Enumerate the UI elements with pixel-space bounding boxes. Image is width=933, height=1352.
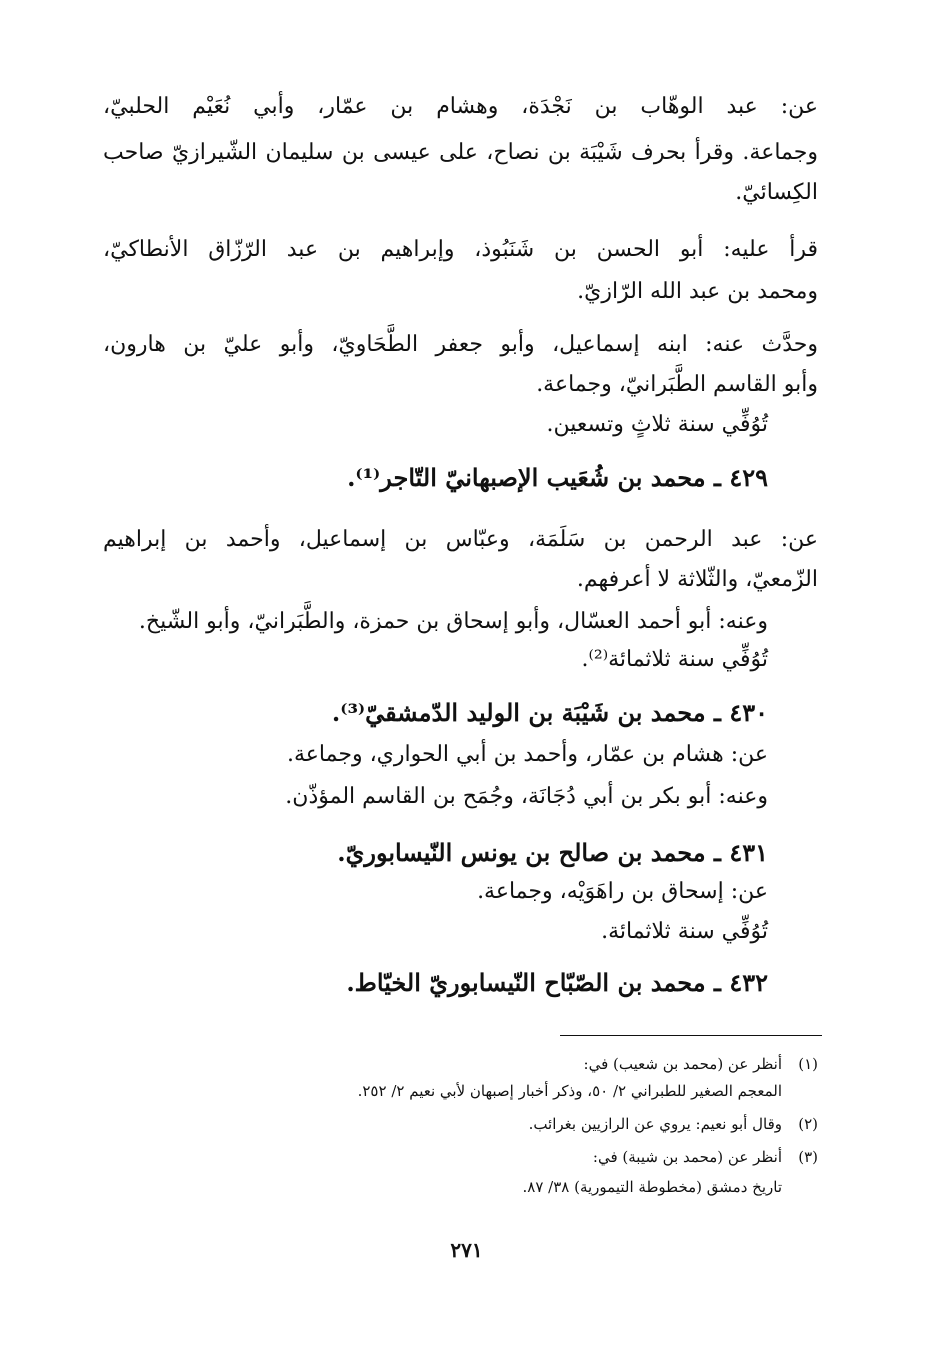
- footnote-3-source: تاريخ دمشق (مخطوطة التيمورية) ٣٨/ ٨٧.: [522, 1178, 782, 1196]
- text-line: الزّمعيّ، والثّلاثة لا أعرفهم.: [576, 567, 818, 592]
- text-line: تُوُفِّي سنة ثلاثمائة.: [601, 919, 768, 944]
- text-line: وأبو القاسم الطَّبَرانيّ، وجماعة.: [536, 372, 818, 397]
- entry-heading: ٤٢٩ ـ محمد بن شُعَيب الإصبهانيّ التّاجر⁽¹⁾.: [347, 463, 768, 492]
- text-line: عن: هشام بن عمّار، وأحمد بن أبي الحواري، وجماعة.: [287, 742, 768, 767]
- footnote-3: [103, 1146, 818, 1168]
- footnote-1: [103, 1053, 818, 1075]
- entry-heading: ٤٣١ ـ محمد بن صالح بن يونس النّيسابوريّ.: [337, 838, 768, 867]
- page-number: ٢٧١: [450, 1238, 483, 1262]
- footnote-number: (٢): [798, 1115, 818, 1133]
- footnote-2: [103, 1113, 818, 1135]
- footnote-1-source: المعجم الصغير للطبراني ٢/ ٥٠، وذكر أخبار إصبهان لأبي نعيم ٢/ ٢٥٢.: [357, 1082, 782, 1100]
- footnote-divider: [560, 1035, 822, 1036]
- text-line: قرأ عليه: أبو الحسن بن شَنَبُوذ، وإبراهيم بن عبد الرّزّاق الأنطاكيّ،: [103, 237, 818, 262]
- footnote-text: وقال أبو نعيم: يروي عن الرازيين بغرائب.: [528, 1115, 782, 1133]
- text-line: وعنه: أبو أحمد العسّال، وأبو إسحاق بن حمزة، والطَّبَرانيّ، وأبو الشّيخ.: [138, 609, 768, 634]
- text-line: عن: عبد الوهّاب بن نَجْدَة، وهشام بن عمّار، وأبي نُعَيْم الحلبيّ،: [103, 94, 818, 119]
- text-line: الكِسائيّ.: [735, 180, 818, 205]
- text-line: وجماعة. وقرأ بحرف شَيْبَة بن نصاح، على عيسى بن سليمان الشّيرازيّ صاحب: [103, 140, 818, 165]
- text-line: وعنه: أبو بكر بن أبي دُجَانَة، وجُمَح بن القاسم المؤذّن.: [285, 784, 768, 809]
- footnote-number: (١): [798, 1055, 818, 1073]
- entry-heading: ٤٣٠ ـ محمد بن شَيْبَة بن الوليد الدّمشقيّ⁽³⁾.: [331, 698, 768, 727]
- text-line: تُوُفِّي سنة ثلاثٍ وتسعين.: [546, 412, 768, 437]
- text-line: ومحمد بن عبد الله الرّازيّ.: [577, 279, 818, 304]
- footnote-text: أنظر عن (محمد بن شعيب) في:: [583, 1055, 782, 1073]
- text-line: وحدَّث عنه: ابنه إسماعيل، وأبو جعفر الطَّحَاويّ، وأبو عليّ بن هارون،: [103, 332, 818, 357]
- text-line: عن: إسحاق بن راهَوَيْه، وجماعة.: [477, 879, 768, 904]
- footnote-text: أنظر عن (محمد بن شيبة) في:: [592, 1148, 782, 1166]
- entry-heading: ٤٣٢ ـ محمد بن الصّبّاح النّيسابوريّ الخيّاط.: [346, 968, 768, 997]
- footnote-number: (٣): [798, 1148, 818, 1166]
- text-line: عن: عبد الرحمن بن سَلَمَة، وعبّاس بن إسماعيل، وأحمد بن إبراهيم: [103, 527, 819, 552]
- text-line: تُوُفِّي سنة ثلاثمائة⁽²⁾.: [581, 647, 768, 672]
